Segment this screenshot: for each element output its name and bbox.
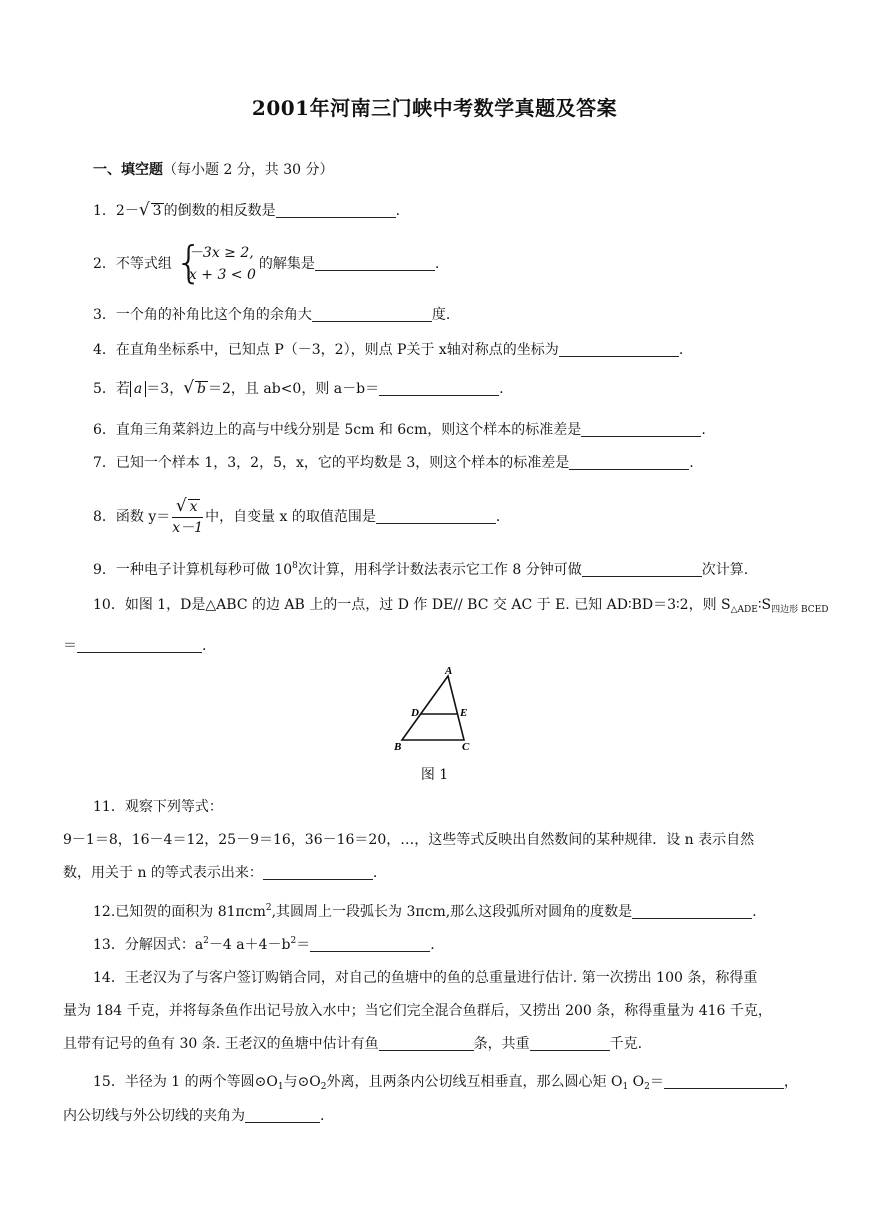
answer-blank-11[interactable] [263, 864, 373, 880]
q10-text: 10．如图 1，D是△ABC 的边 AB 上的一点，过 D 作 DE// BC 交 AC 于 E. 已知 AD∶BD＝3∶2，则 S [93, 597, 731, 613]
radical-sign: √ [183, 378, 195, 398]
question-15 [93, 1072, 798, 1097]
answer-blank-15a[interactable] [664, 1073, 784, 1089]
inequality-system [174, 237, 256, 288]
q7-text: 7．已知一个样本 1，3，2，5，x，它的平均数是 3，则这个样本的标准差是 [93, 455, 570, 471]
question-7 [93, 453, 694, 473]
question-10-line2 [63, 636, 206, 656]
answer-blank-8[interactable] [376, 508, 496, 524]
q11-line3: 数，用关于 n 的等式表示出来： [63, 865, 263, 881]
q15-line2: 内公切线与外公切线的夹角为 [63, 1108, 245, 1124]
answer-blank-2[interactable] [315, 255, 435, 271]
q12-post: ,其圆周上一段弧长为 3πcm,那么这段弧所对圆角的度数是 [271, 904, 633, 920]
question-10 [93, 595, 828, 620]
q12-pre: 12.已知贺的面积为 81πcm [93, 904, 266, 920]
q15-sub3: 1 [622, 1082, 629, 1092]
q3-pre: 3．一个角的补角比这个角的余角大 [93, 307, 312, 323]
q8-post: 中，自变量 x 的取值范围是 [205, 509, 376, 525]
figure-caption: 图 1 [420, 767, 449, 783]
q13-end: . [430, 937, 435, 953]
question-8 [93, 492, 500, 542]
q10-sub1: △ADE [730, 605, 758, 615]
q13-post: ＝ [296, 937, 311, 953]
q5-abs: a [130, 381, 146, 397]
q15-pre: 15．半径为 1 的两个等圆⊙O [93, 1074, 278, 1090]
q2-pre: 2．不等式组 [93, 256, 172, 272]
question-4 [93, 340, 683, 360]
answer-blank-6[interactable] [581, 421, 701, 437]
question-2 [93, 237, 440, 288]
q14-line3b: 条，共重 [473, 1036, 530, 1052]
section-note: （每小题 2 分，共 30 分） [163, 162, 334, 178]
q9-end: 次计算. [701, 562, 749, 578]
q13-exponent-2: 2 [290, 936, 297, 946]
q2-end: . [434, 256, 440, 272]
question-13 [93, 931, 435, 955]
q12-exponent: 2 [265, 903, 272, 913]
q4-end: . [678, 342, 684, 358]
q9-exponent: 8 [292, 561, 298, 571]
q6-end: . [701, 422, 706, 438]
q10-sub2: 四边形 BCED [771, 605, 829, 615]
q13-mid: －4 a＋4－b [208, 937, 291, 953]
label-d: D [411, 707, 419, 719]
question-14-line2 [63, 1001, 772, 1021]
q7-end: . [689, 455, 694, 471]
q15-sub2: 2 [320, 1082, 327, 1092]
label-c: C [462, 741, 470, 753]
section-heading-line [93, 160, 334, 180]
q11-line1: 11．观察下列等式： [93, 799, 223, 815]
question-11-line2 [63, 830, 754, 850]
q5-radicand: b [197, 381, 207, 397]
fraction-denominator: x－1 [172, 520, 204, 536]
radical-sign: √ [138, 200, 150, 220]
q14-line3c: 千克. [609, 1036, 643, 1052]
q15-mid: 与⊙O [283, 1074, 321, 1090]
q14-line3a: 且带有记号的鱼有 30 条. 王老汉的鱼塘中估计有鱼 [63, 1036, 379, 1052]
question-14-line3 [63, 1034, 642, 1054]
q5-mid1: ＝3， [146, 381, 184, 397]
q11-end: . [372, 865, 378, 881]
q2-row2: x + 3 < 0 [188, 267, 256, 283]
question-12 [93, 898, 757, 922]
q5-pre: 5．若 [93, 381, 130, 397]
q13-exponent-1: 2 [203, 936, 209, 946]
q15-eq: ＝ [649, 1074, 664, 1090]
answer-blank-13[interactable] [310, 936, 430, 952]
q2-row1: －3x ≥ 2, [188, 245, 254, 261]
q10-colon: ∶S [757, 597, 772, 613]
answer-blank-12[interactable] [632, 903, 752, 919]
q10-end: . [202, 638, 207, 654]
q15-end: ， [783, 1074, 798, 1090]
q3-end: 度. [431, 307, 451, 323]
q2-post: 的解集是 [258, 256, 315, 272]
answer-blank-9[interactable] [582, 561, 702, 577]
fraction-numerator [172, 496, 203, 518]
q9-pre: 9．一种电子计算机每秒可做 10 [93, 562, 293, 578]
answer-blank-5[interactable] [379, 380, 499, 396]
question-1 [93, 200, 400, 221]
q12-end: . [752, 904, 757, 920]
answer-blank-14a[interactable] [379, 1035, 474, 1051]
radical-sign: √ [175, 496, 187, 516]
q13-pre: 13．分解因式：a [93, 937, 204, 953]
q5-end: . [499, 381, 504, 397]
q8-radicand: x [189, 499, 198, 515]
answer-blank-1[interactable] [276, 202, 396, 218]
q15-end2: . [320, 1108, 325, 1124]
label-e: E [460, 707, 468, 719]
q15-o2: O [628, 1074, 645, 1090]
q14-line1: 14．王老汉为了与客户签订购销合同，对自己的鱼塘中的鱼的总重量进行估计. 第一次捞出 100 条，称得重 [93, 970, 758, 986]
q8-pre: 8．函数 y＝ [93, 509, 171, 525]
triangle-figure [390, 664, 480, 754]
page-title: 2001年河南三门峡中考数学真题及答案 [251, 96, 618, 120]
answer-blank-10[interactable] [77, 637, 202, 653]
q8-end: . [495, 509, 501, 525]
q9-mid: 次计算，用科学计数法表示它工作 8 分钟可做 [297, 562, 582, 578]
q1-end: . [395, 203, 401, 219]
q15-post: 外离，且两条内公切线互相垂直，那么圆心矩 O [326, 1074, 623, 1090]
brace-icon: { [174, 237, 203, 288]
q14-line2: 量为 184 千克，并将每条鱼作出记号放入水中；当它们完全混合鱼群后，又捞出 200 条，称得重量为 416 千克， [63, 1003, 772, 1019]
q15-sub4: 2 [644, 1082, 650, 1092]
question-11-line3 [63, 863, 377, 883]
q11-line2: 9－1＝8，16－4＝12，25－9＝16，36－16＝20，…，这些等式反映出自然数间的某种规律．设 n 表示自然 [63, 832, 755, 848]
q1-pre: 1．2－ [93, 203, 139, 219]
q1-post: 的倒数的相反数是 [163, 203, 276, 219]
q4-text: 4．在直角坐标系中，已知点 P（－3，2），则点 P关于 x轴对称点的坐标为 [93, 342, 559, 358]
q10-line2: ＝ [63, 638, 77, 654]
q1-radicand: 3 [152, 203, 162, 219]
label-b: B [394, 741, 402, 753]
label-a: A [445, 665, 453, 677]
fraction [172, 496, 203, 538]
question-6 [93, 420, 706, 440]
section-heading: 一、填空题 [93, 162, 163, 178]
question-3 [93, 305, 450, 325]
answer-blank-3[interactable] [312, 306, 432, 322]
answer-blank-7[interactable] [569, 454, 689, 470]
answer-blank-4[interactable] [559, 341, 679, 357]
answer-blank-15b[interactable] [245, 1107, 320, 1123]
answer-blank-14b[interactable] [530, 1035, 610, 1051]
q5-mid2: ＝2，且 ab<0，则 a－b＝ [208, 381, 380, 397]
q15-sub1: 1 [277, 1082, 284, 1092]
question-5 [93, 378, 504, 399]
question-9 [93, 556, 748, 580]
question-11 [93, 797, 223, 817]
question-14 [93, 968, 757, 988]
question-15-line2 [63, 1106, 324, 1126]
q6-text: 6．直角三角菜斜边上的高与中线分别是 5cm 和 6cm，则这个样本的标准差是 [93, 422, 582, 438]
